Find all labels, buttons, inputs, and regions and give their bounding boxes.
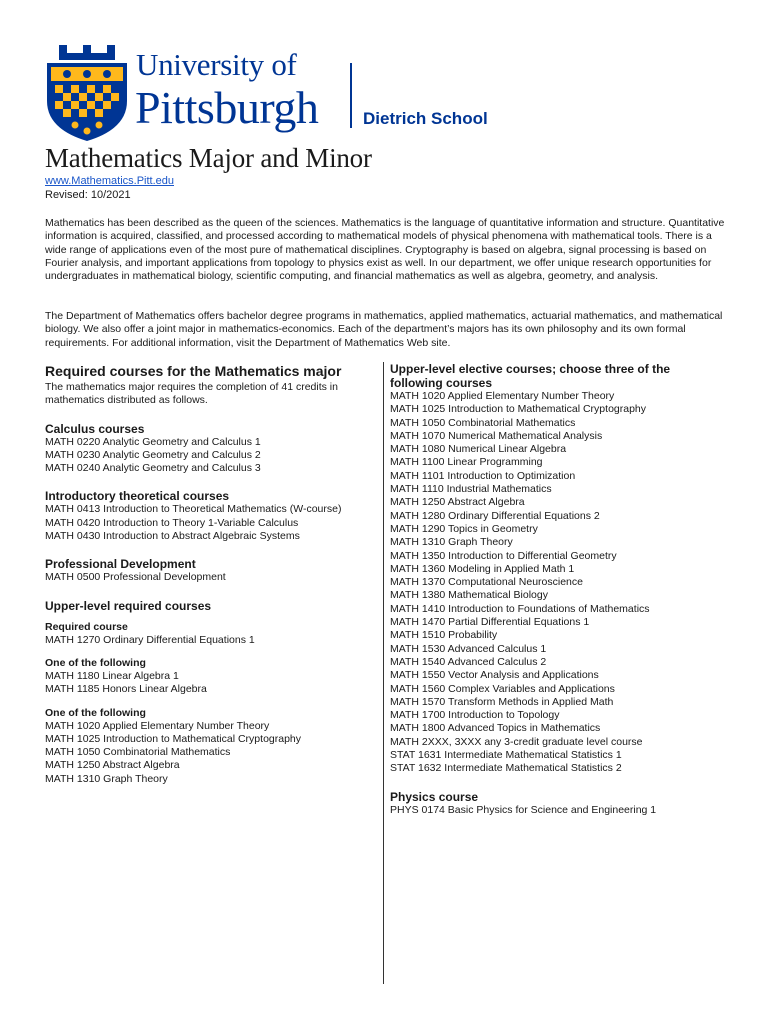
revised-date: Revised: 10/2021 [45, 189, 131, 201]
list-item: MATH 1350 Introduction to Differential Geometry [390, 549, 617, 562]
list-item: MATH 1700 Introduction to Topology [390, 709, 560, 722]
list-item: MATH 1250 Abstract Algebra [390, 496, 525, 509]
major-requirements-desc: The mathematics major requires the completion of 41 credits in mathematics distributed as follows. [45, 381, 338, 407]
list-item: MATH 1280 Ordinary Differential Equations 2 [390, 509, 600, 522]
university-logo [45, 43, 505, 143]
list-item: MATH 0220 Analytic Geometry and Calculus 1 [45, 435, 261, 448]
list-item: MATH 1050 Combinatorial Mathematics [390, 416, 576, 429]
major-requirements-heading: Required courses for the Mathematics major [45, 363, 342, 379]
list-item: MATH 1025 Introduction to Mathematical Cryptography [390, 403, 647, 416]
intro-paragraph-1: Mathematics has been described as the queen of the sciences. Mathematics is the language of quantitative information and structure. Quantitative information is acquired, classified, and processed according to mathematical models of physical phenomena with mathematical tools. There is a wide range of applications even of the most pure of mathematical disciplines. Cryptography is based on algebra, signal processing is based on Fourier analysis, and important applications from topology to physics exist as well. In our department, we offer unique research opportunities for undergraduates in mathematical biology, scientific computing, and financial mathematics as well as algebra, geometry, and analysis. [45, 217, 725, 283]
list-item: MATH 1550 Vector Analysis and Applications [390, 669, 599, 682]
list-item: MATH 0230 Analytic Geometry and Calculus 2 [45, 448, 261, 461]
list-item: MATH 2XXX, 3XXX any 3-credit graduate level course [390, 735, 643, 748]
logo-university-of: University of [136, 47, 297, 82]
list-item: MATH 1080 Numerical Linear Algebra [390, 443, 567, 456]
list-item: MATH 0500 Professional Development [45, 571, 226, 584]
list-item: MATH 1570 Transform Methods in Applied Math [390, 695, 614, 708]
list-item: MATH 1530 Advanced Calculus 1 [390, 642, 547, 655]
list-item: MATH 1100 Linear Programming [390, 456, 543, 469]
list-item: MATH 1310 Graph Theory [45, 772, 168, 785]
school-name: Dietrich School [363, 109, 488, 128]
list-item: MATH 1020 Applied Elementary Number Theory [45, 719, 270, 732]
list-item: MATH 0413 Introduction to Theoretical Mathematics (W-course) [45, 503, 342, 516]
left-column [45, 363, 375, 786]
list-item: MATH 1310 Graph Theory [390, 536, 513, 549]
page-title: Mathematics Major and Minor [45, 143, 372, 173]
logo-divider [350, 63, 352, 128]
calculus-list [45, 436, 375, 476]
list-item: MATH 1360 Modeling in Applied Math 1 [390, 562, 575, 575]
list-item: MATH 1110 Industrial Mathematics [390, 483, 552, 496]
list-item: MATH 1050 Combinatorial Mathematics [45, 746, 231, 759]
list-item: MATH 1560 Complex Variables and Applications [390, 682, 615, 695]
list-item: MATH 1070 Numerical Mathematical Analysis [390, 429, 603, 442]
list-item: MATH 0420 Introduction to Theory 1-Variable Calculus [45, 516, 299, 529]
list-item: MATH 1025 Introduction to Mathematical Cryptography [45, 732, 302, 745]
calculus-heading: Calculus courses [45, 421, 145, 436]
electives-heading: Upper-level elective courses; choose three of the following courses [390, 362, 671, 390]
physics-heading: Physics course [390, 789, 479, 804]
list-item: MATH 1250 Abstract Algebra [45, 759, 180, 772]
intro-theory-heading: Introductory theoretical courses [45, 489, 230, 504]
upper-required-heading: Upper-level required courses [45, 598, 212, 613]
required-course-list [45, 634, 375, 647]
pitt-shield-icon [45, 43, 129, 143]
list-item: MATH 0240 Analytic Geometry and Calculus 3 [45, 462, 261, 475]
electives-list [390, 390, 730, 776]
list-item: MATH 1800 Advanced Topics in Mathematics [390, 722, 601, 735]
list-item: PHYS 0174 Basic Physics for Science and Engineering 1 [390, 803, 657, 816]
right-column [390, 362, 730, 817]
list-item: MATH 1380 Mathematical Biology [390, 589, 548, 602]
list-item: MATH 1540 Advanced Calculus 2 [390, 655, 547, 668]
column-divider [383, 362, 384, 984]
list-item: MATH 1101 Introduction to Optimization [390, 469, 576, 482]
intro-theory-list [45, 503, 375, 543]
list-item: MATH 1020 Applied Elementary Number Theory [390, 390, 615, 402]
list-item: MATH 1470 Partial Differential Equations 1 [390, 616, 590, 629]
required-course-label: Required course [45, 620, 128, 633]
list-item: MATH 1510 Probability [390, 629, 498, 642]
one-of-label-1: One of the following [45, 656, 146, 669]
logo-pittsburgh: Pittsburgh [135, 82, 319, 133]
intro-paragraph-2: The Department of Mathematics offers bachelor degree programs in mathematics, applied mathematics, actuarial mathematics, and mathematical biology. We also offer a joint major in mathematics-economics. Each of the department’s majors has its own philosophy and its own formal requirements. For additional information, visit the Department of Mathematics Web site. [45, 310, 723, 349]
one-of-list-1 [45, 670, 375, 697]
list-item: MATH 1370 Computational Neuroscience [390, 576, 583, 589]
website-link[interactable]: www.Mathematics.Pitt.edu [45, 175, 174, 187]
list-item: MATH 1270 Ordinary Differential Equations 1 [45, 633, 255, 646]
list-item: MATH 1185 Honors Linear Algebra [45, 683, 207, 696]
one-of-list-2 [45, 720, 375, 786]
list-item: MATH 1290 Topics in Geometry [390, 522, 538, 535]
list-item: MATH 1180 Linear Algebra 1 [45, 669, 179, 682]
list-item: MATH 0430 Introduction to Abstract Algebraic Systems [45, 530, 300, 543]
list-item: STAT 1632 Intermediate Mathematical Statistics 2 [390, 762, 622, 775]
one-of-label-2: One of the following [45, 706, 146, 719]
list-item: STAT 1631 Intermediate Mathematical Statistics 1 [390, 749, 622, 762]
list-item: MATH 1410 Introduction to Foundations of Mathematics [390, 602, 650, 615]
physics-list [390, 804, 730, 817]
prof-dev-list [45, 571, 375, 584]
prof-dev-heading: Professional Development [45, 557, 196, 572]
